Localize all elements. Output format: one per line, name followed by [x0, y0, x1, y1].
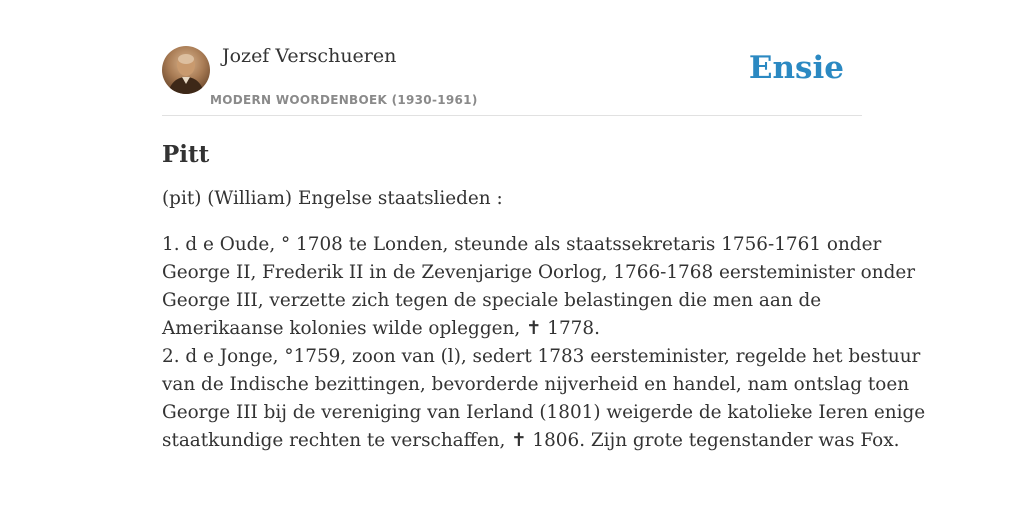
- source-label[interactable]: MODERN WOORDENBOEK (1930-1961): [210, 93, 478, 107]
- entry-line: 2. d e Jonge, °1759, zoon van (l), sedert 1783 eersteminister, regelde het bestuur: [162, 346, 921, 367]
- entry-line: George III, verzette zich tegen de speciale belastingen die men aan de: [162, 290, 822, 311]
- author-name[interactable]: Jozef Verschueren: [222, 45, 397, 67]
- entry-line: George III bij de vereniging van Ierland (1801) weigerde de katolieke Ieren enige: [162, 402, 926, 423]
- entry-line: van de Indische bezittingen, bevorderde nijverheid en handel, nam ontslag toen: [162, 374, 910, 395]
- brand-logo[interactable]: Ensie: [748, 50, 844, 86]
- entry-title: Pitt: [162, 141, 210, 168]
- author-avatar[interactable]: [162, 46, 210, 94]
- entry-line: George II, Frederik II in de Zevenjarige Oorlog, 1766-1768 eersteminister onder: [162, 262, 916, 283]
- entry-intro: (pit) (William) Engelse staatslieden :: [162, 188, 503, 209]
- entry-line: staatkundige rechten te verschaffen, ✝ 1806. Zijn grote tegenstander was Fox.: [162, 430, 900, 451]
- entry-line: 1. d e Oude, ° 1708 te Londen, steunde als staatssekretaris 1756-1761 onder: [162, 234, 882, 255]
- author-portrait-icon: [162, 46, 210, 94]
- card-header: [162, 40, 862, 116]
- entry-line: Amerikaanse kolonies wilde opleggen, ✝ 1778.: [162, 318, 600, 339]
- entry-body: [162, 185, 926, 455]
- article-card: [162, 40, 926, 455]
